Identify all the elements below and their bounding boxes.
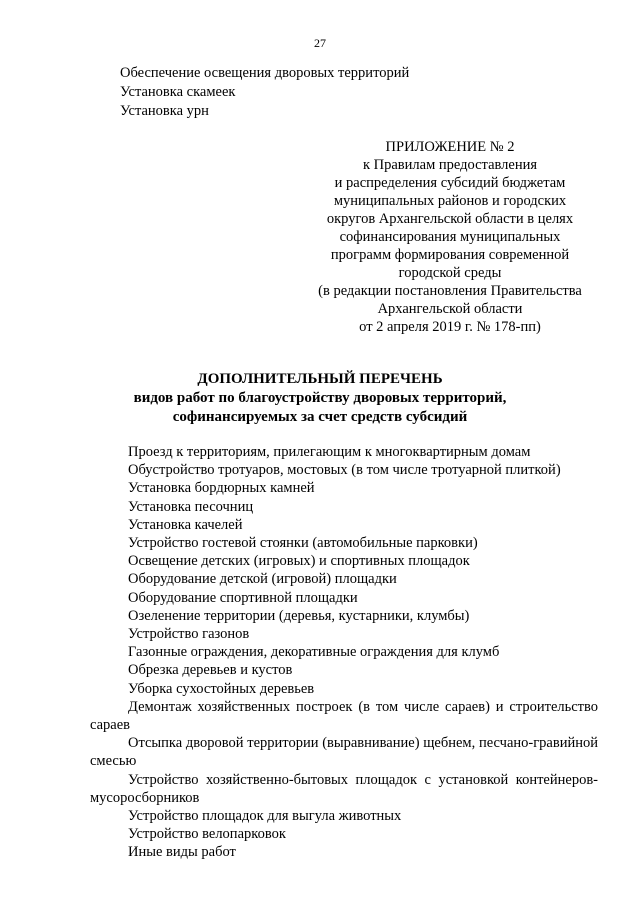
list-item: Демонтаж хозяйственных построек (в том числе сараев) и строительство сараев xyxy=(90,698,598,734)
appendix-line: Архангельской области xyxy=(377,301,523,317)
title-subtitle-line: софинансируемых за счет средств субсидий xyxy=(172,409,468,425)
list-item: Устройство площадок для выгула животных xyxy=(128,808,402,825)
appendix-line: (в редакции постановления Правительства xyxy=(318,283,582,299)
list-item: Обустройство тротуаров, мостовых (в том числе тротуарной плиткой) xyxy=(128,462,561,479)
list-item: Обеспечение освещения дворовых территорий xyxy=(120,65,410,81)
list-item: Установка песочниц xyxy=(128,498,254,515)
additional-work-list xyxy=(90,443,598,862)
appendix-line: от 2 апреля 2019 г. № 178-пп) xyxy=(359,319,541,335)
list-item: Проезд к территориям, прилегающим к многоквартирным домам xyxy=(128,444,531,460)
appendix-header xyxy=(300,138,600,336)
list-item: Устройство велопарковок xyxy=(128,826,286,843)
list-item: Устройство хозяйственно-бытовых площадок с установкой контейнеров-мусоросборников xyxy=(90,771,598,806)
list-item: Установка скамеек xyxy=(120,84,236,100)
appendix-line: и распределения субсидий бюджетам xyxy=(334,175,566,191)
list-item: Обрезка деревьев и кустов xyxy=(128,662,293,679)
top-work-list xyxy=(120,64,409,121)
title-main: ДОПОЛНИТЕЛЬНЫЙ ПЕРЕЧЕНЬ xyxy=(197,371,443,387)
list-item: Оборудование детской (игровой) площадки xyxy=(128,571,397,588)
appendix-line: софинансирования муниципальных xyxy=(339,229,561,245)
appendix-line: округов Архангельской области в целях xyxy=(326,211,574,227)
appendix-line: к Правилам предоставления xyxy=(362,157,538,173)
appendix-label: ПРИЛОЖЕНИЕ № 2 xyxy=(385,139,515,155)
list-item: Иные виды работ xyxy=(128,844,236,861)
appendix-line: городской среды xyxy=(398,265,502,281)
document-title xyxy=(0,370,640,427)
list-item: Уборка сухостойных деревьев xyxy=(128,680,315,697)
list-item: Оборудование спортивной площадки xyxy=(128,589,358,606)
list-item: Установка качелей xyxy=(128,516,243,533)
page-number: 27 xyxy=(314,36,326,50)
list-item: Озеленение территории (деревья, кустарники, клумбы) xyxy=(128,607,470,624)
list-item: Устройство гостевой стоянки (автомобильные парковки) xyxy=(128,535,478,552)
list-item: Освещение детских (игровых) и спортивных площадок xyxy=(128,553,470,570)
appendix-line: программ формирования современной xyxy=(330,247,570,263)
appendix-line: муниципальных районов и городских xyxy=(333,193,567,209)
list-item: Установка урн xyxy=(120,103,209,119)
title-subtitle-line: видов работ по благоустройству дворовых территорий, xyxy=(133,390,507,406)
list-item: Установка бордюрных камней xyxy=(128,480,315,497)
list-item: Газонные ограждения, декоративные ограждения для клумб xyxy=(128,644,500,661)
list-item: Отсыпка дворовой территории (выравнивание) щебнем, песчано-гравийной смесью xyxy=(90,735,598,770)
list-item: Устройство газонов xyxy=(128,626,250,643)
